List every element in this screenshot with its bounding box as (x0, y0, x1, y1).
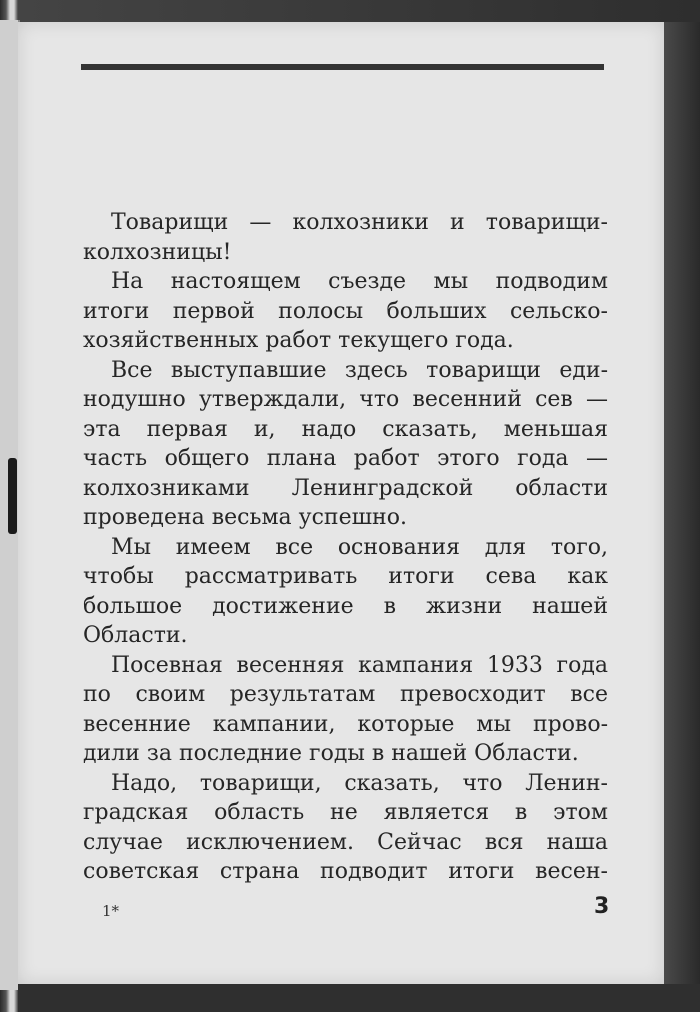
text-line: Товарищи — колхозники и товарищи- (111, 210, 608, 235)
body-text (83, 208, 608, 887)
text-line: градская область не является в этом (83, 800, 608, 825)
text-line: проведена весьма успешно. (83, 505, 407, 530)
top-rule (81, 64, 604, 70)
text-line: Посевная весенняя кампания 1933 года (111, 652, 608, 678)
page-bottom-shadow (18, 984, 700, 1012)
page-right-shadow (664, 22, 700, 984)
book-page (18, 22, 664, 984)
paragraph (83, 208, 608, 267)
text-line: эта первая и, надо сказать, меньшая (83, 416, 608, 442)
page-number: 3 (594, 894, 610, 919)
text-line: колхозниками Ленинградской области (83, 475, 608, 501)
paragraph (83, 356, 608, 533)
text-line: хозяйственных работ текущего года. (83, 328, 514, 353)
text-line: итоги первой полосы больших сельско- (83, 298, 608, 324)
text-line: колхозницы! (83, 239, 232, 265)
text-line: чтобы рассматривать итоги сева как (83, 564, 608, 589)
paragraph (83, 769, 608, 887)
text-line: большое достижение в жизни нашей (83, 593, 608, 619)
paragraph (83, 267, 608, 356)
paragraph (83, 651, 608, 769)
text-line: советская страна подводит итоги весен- (83, 859, 608, 884)
text-line: Все выступавшие здесь товарищи еди- (111, 357, 608, 383)
text-line: нодушно утверждали, что весенний сев — (83, 387, 608, 412)
text-line: Мы имеем все основания для того, (111, 534, 608, 560)
text-line: На настоящем съезде мы подводим (111, 269, 608, 294)
paragraph (83, 533, 608, 651)
printer-signature-mark: 1* (102, 902, 120, 920)
text-line: часть общего плана работ этого года — (83, 446, 608, 471)
text-line: случае исключением. Сейчас вся наша (83, 829, 608, 855)
binding-mark (8, 458, 17, 534)
text-line: Надо, товарищи, сказать, что Ленин- (111, 770, 608, 796)
text-line: дили за последние годы в нашей Области. (83, 741, 579, 766)
text-line: Области. (83, 623, 188, 648)
text-line: по своим результатам превосходит все (83, 682, 608, 707)
text-line: весенние кампании, которые мы прово- (83, 711, 608, 737)
